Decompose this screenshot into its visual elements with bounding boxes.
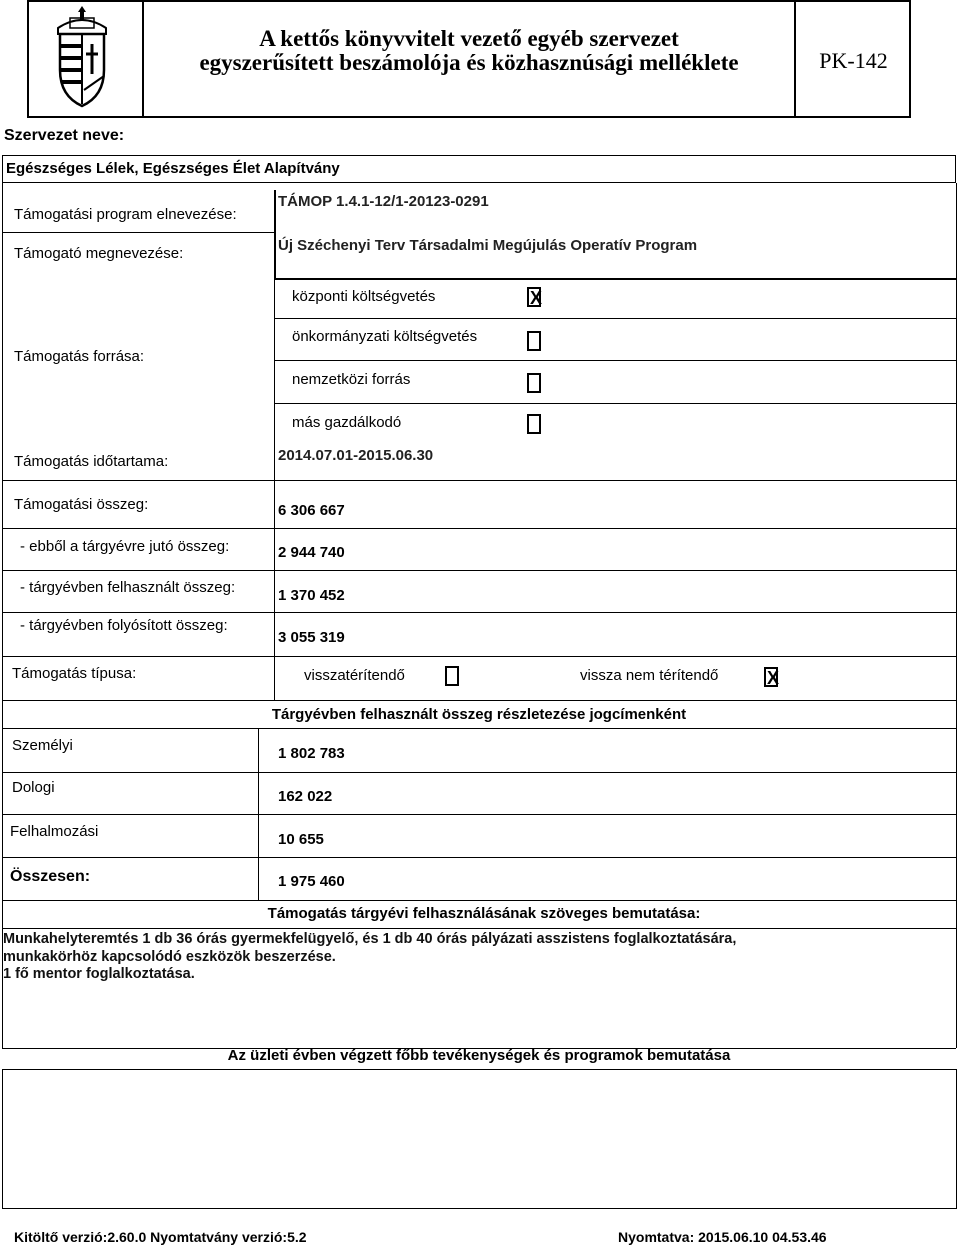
detail-row-value[interactable]: 162 022 [278,788,333,805]
nonrefundable-label: vissza nem térítendő [580,667,719,684]
source-option-municipal-checkbox[interactable] [527,331,541,351]
description-textarea[interactable] [3,929,956,1048]
details-total-label: Összesen: [10,868,91,885]
duration-value[interactable]: 2014.07.01-2015.06.30 [278,447,434,464]
form-title-line2: egyszerűsített beszámolója és közhasznúsági melléklete [199,50,739,75]
source-option-other-checkbox[interactable] [527,414,541,434]
year-amount-value[interactable]: 2 944 740 [278,544,345,561]
source-option-international-label: nemzetközi forrás [292,371,411,388]
source-option-other-label: más gazdálkodó [292,414,402,431]
refundable-checkbox[interactable] [445,666,459,686]
source-label: Támogatás forrása: [14,348,145,365]
description-line: 1 fő mentor foglalkoztatása. [3,966,195,982]
description-line: munkakörhöz kapcsolódó eszközök beszerzése. [3,949,336,965]
check-x-icon: X [530,288,543,308]
nonrefundable-checkbox[interactable] [764,667,778,687]
footer-printed: Nyomtatva: 2015.06.10 04.53.46 [618,1229,827,1245]
detail-row-label: Felhalmozási [10,823,99,840]
total-amount-label: Támogatási összeg: [14,496,149,513]
detail-row-label: Dologi [12,779,55,796]
program-name-value[interactable]: TÁMOP 1.4.1-12/1-20123-0291 [278,193,489,210]
supporter-label: Támogató megnevezése: [14,245,184,262]
total-amount-value[interactable]: 6 306 667 [278,502,345,519]
used-amount-label: - tárgyévben felhasznált összeg: [20,579,236,596]
source-option-central-checkbox[interactable] [527,287,541,307]
source-option-international-checkbox[interactable] [527,373,541,393]
details-total-value[interactable]: 1 975 460 [278,873,345,890]
footer-version: Kitöltő verzió:2.60.0 Nyomtatvány verzió:5.2 [14,1229,307,1245]
year-amount-label: - ebből a tárgyévre jutó összeg: [20,538,230,555]
detail-row-label: Személyi [12,737,73,754]
form-code: PK-142 [819,48,888,73]
org-name-label: Szervezet neve: [4,127,125,144]
paid-amount-label: - tárgyévben folyósított összeg: [20,617,228,634]
activities-heading: Az üzleti évben végzett főbb tevékenységek és programok bemutatása [227,1047,731,1064]
source-option-municipal-label: önkormányzati költségvetés [292,328,478,345]
paid-amount-value[interactable]: 3 055 319 [278,629,345,646]
supporter-value[interactable]: Új Széchenyi Terv Társadalmi Megújulás Operatív Program [278,237,698,254]
refundable-label: visszatérítendő [304,667,405,684]
description-heading: Támogatás tárgyévi felhasználásának szöveges bemutatása: [267,905,701,922]
detail-row-value[interactable]: 1 802 783 [278,745,345,762]
duration-label: Támogatás időtartama: [14,453,169,470]
coat-of-arms-icon [50,4,114,110]
form-title-line1: A kettős könyvvitelt vezető egyéb szervezet [259,26,679,51]
source-option-central-label: központi költségvetés [292,288,436,305]
support-type-label: Támogatás típusa: [12,665,137,682]
program-name-label: Támogatási program elnevezése: [14,206,237,223]
description-line: Munkahelyteremtés 1 db 36 órás gyermekfelügyelő, és 1 db 40 órás pályázati asszistens foglalkoztatására, [3,931,737,947]
check-x-icon: X [767,668,780,688]
used-amount-value[interactable]: 1 370 452 [278,587,345,604]
detail-row-value[interactable]: 10 655 [278,831,324,848]
org-name-value[interactable]: Egészséges Lélek, Egészséges Élet Alapítvány [6,160,340,177]
activities-textarea[interactable] [2,1069,957,1209]
details-heading: Tárgyévben felhasznált összeg részletezése jogcímenként [271,706,687,723]
